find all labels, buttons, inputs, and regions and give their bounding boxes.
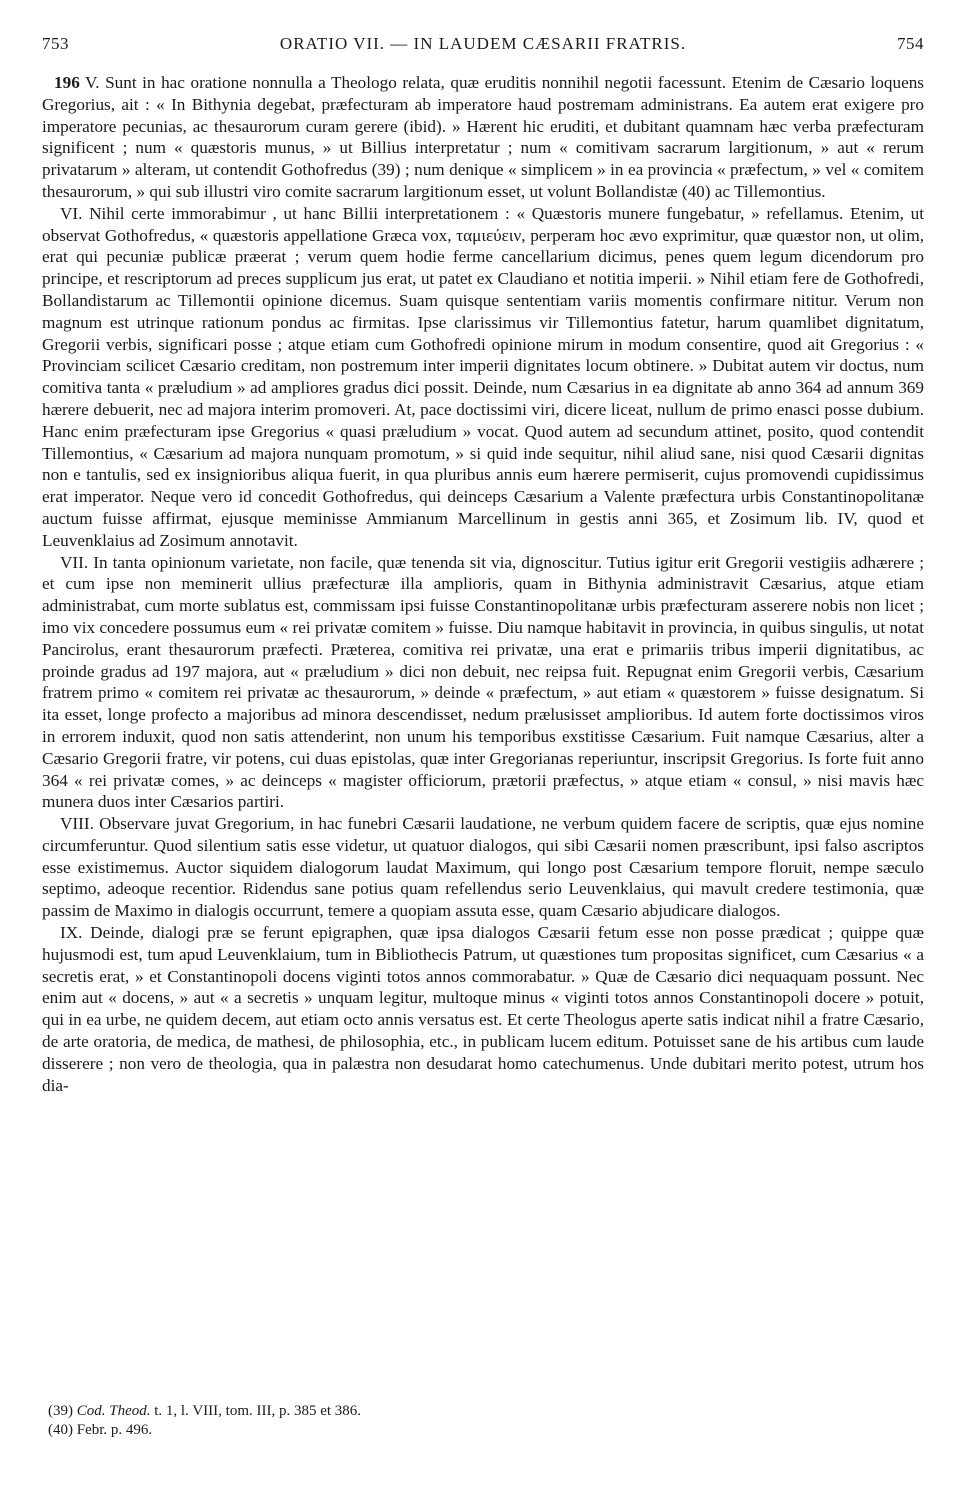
footnote-source: Cod. Theod. <box>76 1403 151 1419</box>
footnote-39 <box>42 1402 924 1421</box>
footnote-text: t. 1, l. VIII, tom. III, p. 385 et 386. <box>150 1403 362 1419</box>
paragraph-text: IX. Deinde, dialogi præ se ferunt epigraphen, quæ ipsa dialogos Cæsarii fetum esse non posse prædicat ; quippe quæ hujusmodi est, tum apud Leuvenklaium, tum in Bibliothecis Patrum, ut quæstiones tum propositas significet, cum Cæsarius « a secretis erat, » et Constantinopoli docens viginti totos annos commorabatur. » Quæ de Cæsario dici nequaquam possunt. Nec enim aut « docens, » aut « a secretis » unquam legitur, multoque minus « viginti totos annos Constantinopoli docere » potuit, qui in ea urbe, ne quidem decem, aut etiam octo annis versatus est. Et certe Theologus aperte satis indicat nihil a fratre Cæsario, de arte oratoria, de medica, de mathesi, de philosophia, etc., in publicam lucem editum. Potuisset sane de his artibus cum laude disserere ; non vero de theologia, qua in palæstra non desudarat homo catechumenus. Unde dubitari merito potest, utrum hos dia- <box>42 923 924 1095</box>
margin-page-marker: 196 <box>54 73 80 92</box>
main-text <box>42 72 924 1096</box>
paragraph-v <box>42 72 924 203</box>
running-title: ORATIO VII. — IN LAUDEM CÆSARII FRATRIS. <box>279 34 687 53</box>
running-header <box>42 34 924 62</box>
paragraph-text: V. Sunt in hac oratione nonnulla a Theologo relata, quæ eruditis nonnihil negotii facessunt. Etenim de Cæsario loquens Gregorius, ait : « In Bithynia degebat, præfecturam ab imperatore haud postremam administrans. Ea autem erat exigere pro imperatore pecunias, ac thesaurorum curam gerere (ibid). » Hærent hic eruditi, et dubitant quamnam hæc verba præfecturam significent ; num « quæstoris munus, » ut Billius interpretatur ; num « comitivam sacrarum largitionum, » aut « rerum privatarum » alteram, ut contendit Gothofredus (39) ; num denique « simplicem » in ea provincia « præfectum, » vel « comitem thesaurorum, » qui sub illustri viro comite sacrarum largitionum esset, ut volunt Bollandistæ (40) ac Tillemontius. <box>42 73 924 201</box>
footnote-40 <box>42 1421 924 1440</box>
paragraph-text: VI. Nihil certe immorabimur , ut hanc Billii interpretationem : « Quæstoris munere fungebatur, » refellamus. Etenim, ut observat Gothofredus, « quæstoris appellatione Græca vox, ταμιεύειν, perperam hoc ævo exprimitur, quæ quæstor non, ut olim, erat qui pecuniæ publicæ præerat ; verum quem hodie ferme cancellarium dicimus, penes quem legum dicendorum pro principe, et rescriptorum ad preces supplicum jus erat, ut patet ex Claudiano et notitia imperii. » Nihil etiam fere de Gothofredi, Bollandistarum ac Tillemontii opinione dicemus. Suam quisque sententiam variis momentis confirmare nititur. Verum non magnum est utrinque rationum pondus ac firmitas. Ipse clarissimus vir Tillemontius fatetur, harum quamlibet dignitatum, Gregorii verbis, significari posse ; atque etiam cum Gothofredi opinione mirum in modum consentire, quod ait Gregorius : « Provinciam scilicet Cæsario creditam, non postremum inter imperii dignitates locum obtinere. » Dubitat autem vir doctus, num comitiva tanta « præludium » ad ampliores gradus dici possit. Deinde, num Cæsarius in ea dignitate ab anno 364 ad annum 369 hærere debuerit, nec ad majora interim promoveri. At, pace doctissimi viri, dicere liceat, nullum de primo enasci posse dubium. Hanc enim præfecturam ipse Gregorius « quasi præludium » vocat. Quod autem ad secundum attinet, posito, quod contendit Tillemontius, « Cæsarium ad majora nunquam promotum, » si quid inde sequitur, nihil aliud sane, nisi quod Cæsarii dignitas non e tantulis, sed ex insignioribus aliqua fuerit, in qua pluribus annis eum hærere permiserit, cujus promovendi cupidissimus erat imperator. Neque vero id concedit Gothofredus, qui deinceps Cæsarium a Valente præfectura urbis Constantinopolitanæ auctum fuisse affirmat, ejusque meminisse Ammianum Marcellinum in gestis anni 365, et Zosimum lib. IV, quod et Leuvenklaius ad Zosimum annotavit. <box>42 203 924 550</box>
footnote-number: (39) <box>48 1403 77 1419</box>
paragraph-ix <box>42 922 924 1096</box>
footnote-text: Febr. p. 496. <box>76 1422 153 1438</box>
paragraph-vii <box>42 552 924 814</box>
footnote-number: (40) <box>48 1422 77 1438</box>
paragraph-text: VII. In tanta opinionum varietate, non facile, quæ tenenda sit via, dignoscitur. Tutius igitur erit Gregorii vestigiis adhærere ; et cum ipse non meminerit ullius præfecturæ illa amplioris, quam in Bithynia administravit Cæsarius, atque etiam administrabat, cum morte sublatus est, commissam ipsi fuisse Constantinopolitanæ urbis præfecturam asserere nobis non licet ; imo vix concedere possumus eum « rei privatæ comitem » fuisse. Diu namque habitavit in provincia, in quibus singulis, ut notat Pancirolus, erant thesaurorum præfecti. Præterea, comitiva rei privatæ, una erat e primariis tribus imperii dignitatibus, ac proinde gradus ad 197 majora, aut « præludium » dici non debuit, nec reipsa fuit. Repugnat enim Gregorii verbis, Cæsarium fratrem primo « comitem rei privatæ ac thesaurorum, » deinde « præfectum, » aut etiam « quæstorem » fuisse designatum. Si ita esset, longe profecto a majoribus ad minora descendisset, nedum prælusisset amplioribus. Id autem forte doctissimos viros in errorem induxit, quod non satis attenderint, non unum his temporibus exstitisse Cæsarium. Fuit namque Cæsarius, alter a Cæsario Gregorii fratre, vir potens, cui duas epistolas, quæ inter Gregorianas reperiuntur, inscripsit Gregorius. Is forte fuit anno 364 « rei privatæ comes, » ac deinceps « magister officiorum, prætorii præfectus, » atque etiam « consul, » nisi mavis hæc munera duos inter Cæsarios partiri. <box>42 552 924 812</box>
paragraph-text: VIII. Observare juvat Gregorium, in hac funebri Cæsarii laudatione, ne verbum quidem facere de scriptis, quæ ejus nomine circumferuntur. Quod silentium satis esse videtur, ut quatuor dialogos, qui sibi Cæsarii nomen præscribunt, ipsi falso ascriptos esse existimemus. Auctor siquidem dialogorum laudat Maximum, qui longo post Cæsarium tempore floruit, nempe sæculo septimo, adeoque recentior. Ridendus sane potius quam refellendus serio Leuvenklaius, qui mavult credere testimonia, quæ passim de Maximo in dialogis occurrunt, temere a quopiam assuta esse, quam Cæsario abjudicare dialogos. <box>42 814 924 921</box>
paragraph-vi <box>42 203 924 552</box>
page-number-right: 754 <box>897 34 924 53</box>
footnotes <box>42 1402 924 1440</box>
page <box>42 34 924 1438</box>
page-number-left: 753 <box>42 34 69 53</box>
paragraph-viii <box>42 813 924 922</box>
